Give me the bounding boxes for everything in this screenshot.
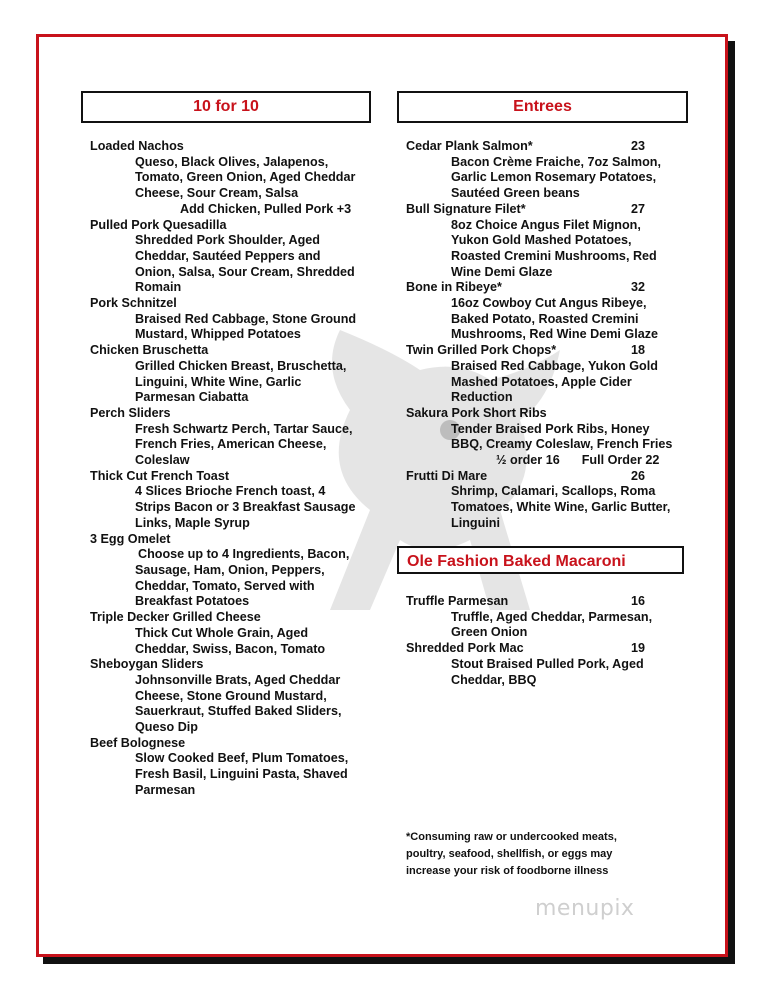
menu-item bbox=[90, 139, 375, 218]
menu-item-name: Beef Bolognese bbox=[90, 735, 186, 750]
menu-item-header bbox=[406, 139, 691, 155]
description-line: Mustard, Whipped Potatoes bbox=[135, 327, 301, 342]
description-line: Breakfast Potatoes bbox=[135, 594, 250, 609]
menu-item-name: Chicken Bruschetta bbox=[90, 343, 209, 358]
menu-item-description bbox=[90, 233, 375, 296]
menu-item-name: Frutti Di Mare bbox=[406, 468, 488, 483]
description-line: 16oz Cowboy Cut Angus Ribeye, bbox=[451, 296, 647, 311]
menu-item-header bbox=[90, 657, 375, 673]
menu-item-name: Triple Decker Grilled Cheese bbox=[90, 610, 261, 625]
description-line: Cheddar, Swiss, Bacon, Tomato bbox=[135, 641, 326, 656]
menu-item-header bbox=[90, 736, 375, 752]
add-on-note: Add Chicken, Pulled Pork +3 bbox=[180, 201, 352, 216]
description-line: Cheddar, BBQ bbox=[451, 672, 537, 687]
description-line: Shrimp, Calamari, Scallops, Roma bbox=[451, 484, 656, 499]
half-order-price: ½ order 16 bbox=[496, 453, 560, 468]
menu-item-description bbox=[90, 673, 375, 736]
section-header-macaroni: Ole Fashion Baked Macaroni bbox=[397, 546, 684, 574]
menu-item-name: Cedar Plank Salmon* bbox=[406, 139, 533, 153]
menu-item-description bbox=[90, 359, 375, 406]
menu-item bbox=[406, 343, 691, 406]
menu-item-price: 23 bbox=[631, 139, 646, 153]
menu-item-description bbox=[90, 422, 375, 469]
menu-item-header bbox=[90, 296, 375, 312]
menu-item-header bbox=[90, 532, 375, 548]
description-line: Braised Red Cabbage, Yukon Gold bbox=[451, 358, 658, 373]
menu-item-description bbox=[90, 751, 375, 798]
menu-item-name: Perch Sliders bbox=[90, 405, 171, 420]
description-line: Sausage, Ham, Onion, Peppers, bbox=[135, 562, 325, 577]
menu-item bbox=[406, 202, 691, 281]
description-line: Braised Red Cabbage, Stone Ground bbox=[135, 311, 357, 326]
menu-item-name: Pulled Pork Quesadilla bbox=[90, 217, 227, 232]
menu-item-name: Bull Signature Filet* bbox=[406, 201, 526, 216]
menu-item-header bbox=[90, 139, 375, 155]
menu-item bbox=[90, 610, 375, 657]
description-line: Parmesan Ciabatta bbox=[135, 390, 249, 405]
menu-item-price: 32 bbox=[631, 280, 646, 295]
entrees-list bbox=[406, 139, 691, 532]
description-line: 8oz Choice Angus Filet Mignon, bbox=[451, 217, 641, 232]
menu-item bbox=[90, 736, 375, 799]
menu-item-description bbox=[406, 657, 691, 688]
description-line: Links, Maple Syrup bbox=[135, 515, 250, 530]
section-header-10-for-10: 10 for 10 bbox=[81, 91, 371, 123]
description-line: Romain bbox=[135, 280, 182, 295]
foodborne-disclaimer bbox=[406, 829, 696, 880]
menu-item-name: Bone in Ribeye* bbox=[406, 280, 502, 295]
menu-item-header bbox=[406, 343, 691, 359]
description-line: Wine Demi Glaze bbox=[451, 264, 553, 279]
menu-item-name: Truffle Parmesan bbox=[406, 594, 509, 608]
menu-item-description bbox=[406, 296, 691, 343]
menu-item-name: Sheboygan Sliders bbox=[90, 657, 204, 672]
description-line: BBQ, Creamy Coleslaw, French Fries bbox=[451, 437, 673, 452]
description-line: Roasted Cremini Mushrooms, Red bbox=[451, 248, 657, 263]
menu-item-price: 26 bbox=[631, 468, 646, 483]
description-line: Onion, Salsa, Sour Cream, Shredded bbox=[135, 264, 355, 279]
disclaimer-line: poultry, seafood, shellfish, or eggs may bbox=[406, 848, 613, 860]
description-line: Grilled Chicken Breast, Bruschetta, bbox=[135, 358, 347, 373]
description-line: Queso, Black Olives, Jalapenos, bbox=[135, 154, 329, 169]
description-line: Fresh Schwartz Perch, Tartar Sauce, bbox=[135, 421, 353, 436]
order-size-prices bbox=[406, 453, 691, 469]
menu-item-name: Loaded Nachos bbox=[90, 139, 184, 153]
menu-item-header bbox=[90, 343, 375, 359]
menu-item-description bbox=[406, 422, 691, 453]
menu-item-price: 16 bbox=[631, 594, 646, 608]
description-line: Stout Braised Pulled Pork, Aged bbox=[451, 656, 644, 671]
menu-item-description bbox=[90, 626, 375, 657]
menu-item bbox=[406, 280, 691, 343]
menu-item-header bbox=[406, 594, 691, 610]
description-line: Coleslaw bbox=[135, 453, 190, 468]
menu-item-description bbox=[406, 610, 691, 641]
menu-item bbox=[90, 343, 375, 406]
description-line: Cheddar, Sautéed Peppers and bbox=[135, 248, 321, 263]
menu-item-name: Shredded Pork Mac bbox=[406, 641, 524, 656]
menu-item-name: 3 Egg Omelet bbox=[90, 531, 171, 546]
description-line: Tender Braised Pork Ribs, Honey bbox=[451, 421, 650, 436]
disclaimer-line: *Consuming raw or undercooked meats, bbox=[406, 831, 617, 843]
description-line: Choose up to 4 Ingredients, Bacon, bbox=[138, 547, 350, 562]
menu-item-header bbox=[406, 202, 691, 218]
section-header-entrees: Entrees bbox=[397, 91, 688, 123]
menu-item-description bbox=[406, 359, 691, 406]
menu-item-name: Sakura Pork Short Ribs bbox=[406, 405, 547, 420]
description-line: Tomatoes, White Wine, Garlic Butter, bbox=[451, 500, 671, 515]
menu-item bbox=[90, 296, 375, 343]
menu-item-description bbox=[90, 484, 375, 531]
menu-item bbox=[90, 406, 375, 469]
description-line: Reduction bbox=[451, 390, 513, 405]
description-line: Baked Potato, Roasted Cremini bbox=[451, 311, 639, 326]
description-line: Mashed Potatoes, Apple Cider bbox=[451, 374, 632, 389]
description-line: Slow Cooked Beef, Plum Tomatoes, bbox=[135, 751, 349, 766]
description-line: Cheese, Stone Ground Mustard, bbox=[135, 688, 327, 703]
description-line: Tomato, Green Onion, Aged Cheddar bbox=[135, 170, 356, 185]
menu-item-price: 18 bbox=[631, 343, 646, 358]
menu-item-header bbox=[90, 406, 375, 422]
menu-item-price: 27 bbox=[631, 201, 646, 216]
description-line: Mushrooms, Red Wine Demi Glaze bbox=[451, 327, 659, 342]
description-line: French Fries, American Cheese, bbox=[135, 437, 327, 452]
menu-item-name: Thick Cut French Toast bbox=[90, 468, 230, 483]
disclaimer-line: increase your risk of foodborne illness bbox=[406, 865, 609, 877]
menu-item-description bbox=[406, 155, 691, 202]
menu-item bbox=[406, 139, 691, 202]
menu-item-header bbox=[406, 280, 691, 296]
menu-item bbox=[90, 532, 375, 611]
description-line: Truffle, Aged Cheddar, Parmesan, bbox=[451, 609, 653, 624]
full-order-price: Full Order 22 bbox=[581, 453, 660, 468]
description-line: Queso Dip bbox=[135, 720, 198, 735]
description-line: Green Onion bbox=[451, 625, 528, 640]
menu-item bbox=[406, 594, 691, 641]
description-line: Garlic Lemon Rosemary Potatoes, bbox=[451, 170, 657, 185]
menu-item bbox=[406, 641, 691, 688]
menu-item-price: 19 bbox=[631, 641, 646, 656]
menu-item bbox=[406, 469, 691, 532]
description-line: Cheese, Sour Cream, Salsa bbox=[135, 186, 299, 201]
description-line: Strips Bacon or 3 Breakfast Sausage bbox=[135, 500, 356, 515]
description-line: Thick Cut Whole Grain, Aged bbox=[135, 625, 309, 640]
menu-item-name: Pork Schnitzel bbox=[90, 296, 177, 311]
ten-for-ten-list bbox=[90, 139, 375, 799]
description-line: 4 Slices Brioche French toast, 4 bbox=[135, 484, 326, 499]
menu-item-description bbox=[90, 312, 375, 343]
menu-item-header bbox=[90, 469, 375, 485]
menu-item-description bbox=[406, 218, 691, 281]
description-line: Parmesan bbox=[135, 782, 196, 797]
description-line: Sautéed Green beans bbox=[451, 186, 580, 201]
macaroni-list bbox=[406, 594, 691, 688]
menu-item-description bbox=[90, 155, 375, 202]
description-line: Linguini bbox=[451, 515, 500, 530]
menu-item-header bbox=[406, 469, 691, 485]
menu-item bbox=[90, 657, 375, 736]
menupix-logo: menupix bbox=[535, 896, 635, 921]
menu-item-header bbox=[406, 406, 691, 422]
description-line: Cheddar, Tomato, Served with bbox=[135, 578, 315, 593]
menu-item-header bbox=[406, 641, 691, 657]
menu-item bbox=[90, 469, 375, 532]
description-line: Linguini, White Wine, Garlic bbox=[135, 374, 302, 389]
menu-item-name: Twin Grilled Pork Chops* bbox=[406, 343, 557, 358]
menu-item-description bbox=[406, 484, 691, 531]
menu-item bbox=[90, 218, 375, 297]
menu-item-header bbox=[90, 218, 375, 234]
description-line: Fresh Basil, Linguini Pasta, Shaved bbox=[135, 767, 348, 782]
description-line: Johnsonville Brats, Aged Cheddar bbox=[135, 672, 341, 687]
menu-item bbox=[406, 406, 691, 469]
description-line: Bacon Crème Fraiche, 7oz Salmon, bbox=[451, 154, 661, 169]
menu-item-description bbox=[90, 547, 375, 610]
description-line: Shredded Pork Shoulder, Aged bbox=[135, 233, 320, 248]
description-line: Yukon Gold Mashed Potatoes, bbox=[451, 233, 632, 248]
description-line: Sauerkraut, Stuffed Baked Sliders, bbox=[135, 704, 342, 719]
menu-item-header bbox=[90, 610, 375, 626]
